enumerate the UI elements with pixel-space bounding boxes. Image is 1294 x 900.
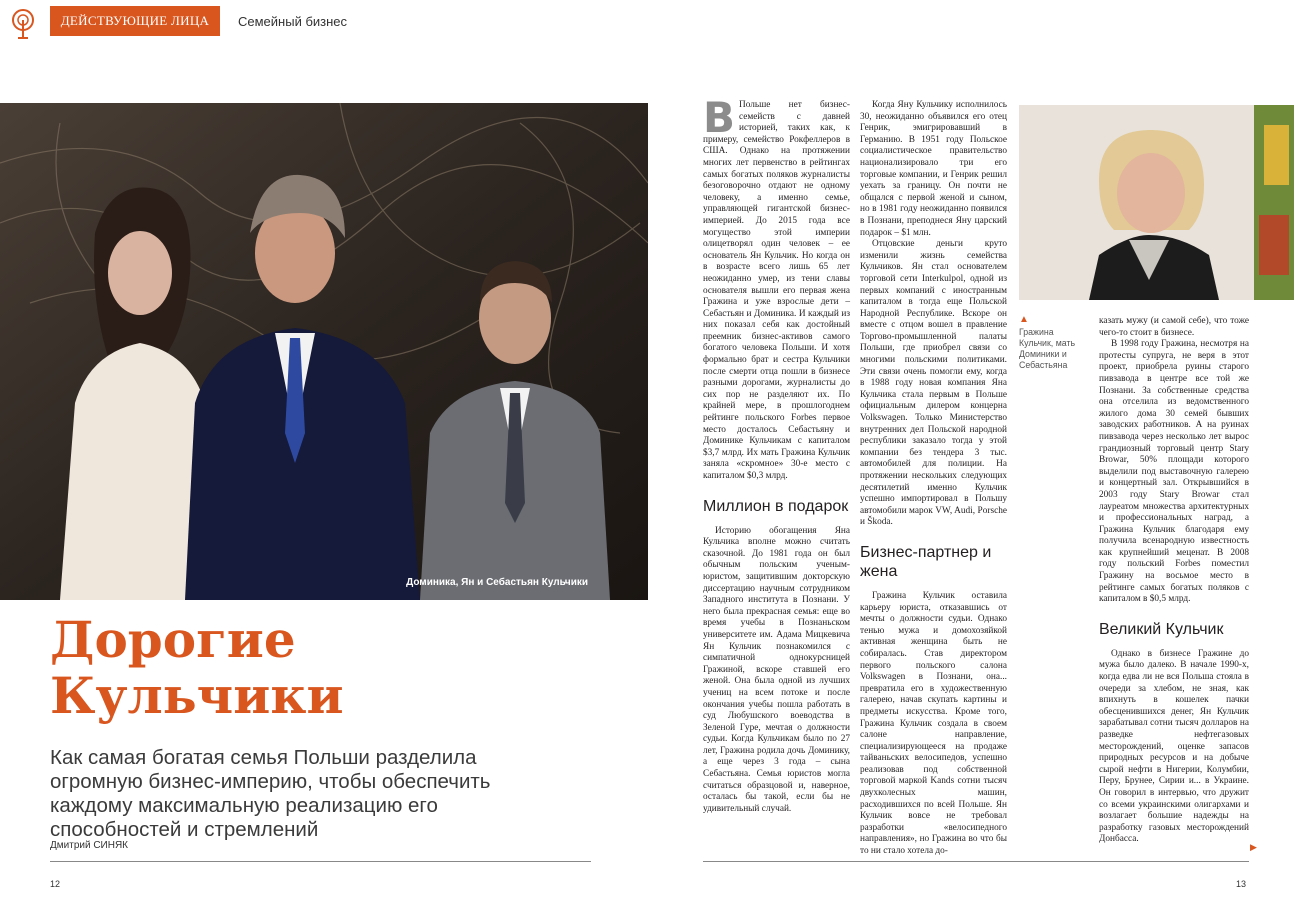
text-column-3: [1099, 316, 1249, 846]
section-tag: ДЕЙСТВУЮЩИЕ ЛИЦА: [50, 6, 220, 36]
paragraph-million: Историю обогащения Яна Кульчика вполне можно считать сказочной. До 1981 года он был обычным польским ученым-юристом, защитившим докторскую диссертацию научным сотрудником Западного института в Познани. У него была прекрасная семья: еще во время учебы в Познаньском университете им. Адама Мицкевича Ян Кульчик познакомился с симпатичной однокурсницей Гражиной, вскоре ставшей его женой. Она была одной из лучших учениц на всем потоке и после окончания учебы пошла работать в суд Любушского воеводства в Зеленой Гуре, мечтая о должности судьи. Когда Кульчикам было по 27 лет, Гражина родила дочь Доминику, а еще через 3 года – сына Себастьяна. Семья юристов могла считаться образцовой и, наверное, осталась бы такой, если бы не удивительный случай.: [703, 525, 850, 814]
heading-million: Миллион в подарок: [703, 497, 849, 515]
grazyna-portrait: [1019, 105, 1294, 300]
drop-cap: В: [703, 93, 736, 142]
article-title: [50, 612, 344, 724]
intro-paragraph: Польше нет бизнес-семейств с давней историей, таких как, к примеру, семейство Рокфеллеров в США. Однако на протяжении многих лет первенство в рейтингах самых богатых поляков журналисты безоговорочно отдают не одному человеку, а именно семье, управляющей гигантской бизнес-империей. До 2015 года все могущество этой империи олицетворял один человек – ее основатель Ян Кульчик. Но когда он в возрасте всего лишь 65 лет неожиданно умер, из тени славы основателя вышли его первая жена Гражина и уже взрослые дети – Себастьян и Доминика. И каждый из них показал себя как достойный преемник бизнес-активов самого богатого человека Польши. И хотя формально брат и сестра Кульчики после смерти отца пошли в бизнесе разными дорогами, журналисты до сих пор не разделяют их. По крайней мере, в прошлогоднем рейтинге польского Forbes первое место досталось Себастьяну и Доминике Кульчикам с капиталом $3,7 млрд. Их мать Гражина Кульчик заняла «скромное» 30-е место с капиталом $0,3 млрд.: [703, 100, 850, 481]
page-number-right: 13: [1236, 879, 1247, 889]
paragraph-father: Когда Яну Кульчику исполнилось 30, неожиданно объявился его отец Генрик, эмигрировавший в Германию. В 1951 году Польское социалистическое правительство национализировало три его торговые компании, и Генрик решил уехать за границу. Он почти не общался с первой женой и сыном, но в 1981 году неожиданно появился в Познани, преподнеся Яну царский подарок – $1 млн.: [860, 100, 1007, 238]
end-of-page-arrow-icon: ▶: [1250, 842, 1257, 852]
section-subtitle: Семейный бизнес: [238, 13, 348, 29]
family-photo: [0, 103, 648, 600]
title-line-1: Дорогие: [50, 610, 296, 669]
title-line-2: Кульчики: [50, 666, 344, 725]
heading-great: Великий Кульчик: [1099, 620, 1224, 638]
paragraph-partner: Гражина Кульчик оставила карьеру юриста, отказавшись от мечты о должности судьи. Однако тенью мужа и домохозяйкой активная женщина быть не собиралась. Став директором первого польского салона Volkswagen в Познани, она... превратила его в художественную галерею, начав скупать картины и предметы искусства. Кроме того, Гражина Кульчик создала в своем салоне направление, специализирующееся на продаже тайваньских велосипедов, успешно реализовав под собственной торговой маркой Kands сотни тысяч двухколесных машин, расходившихся по всей Польше. Ян Кульчик вовсе не требовал разработки «велосипедного направления», но Гражина во что бы то ни стало хотела до-: [860, 590, 1007, 857]
author-byline: Дмитрий СИНЯК: [50, 840, 129, 851]
paragraph-great: Однако в бизнесе Гражине до мужа было далеко. В начале 1990-х, когда едва ли не вся Польша стояла в очереди за хлебом, не зная, как впихнуть в кошелек пачки обесценившихся денег, Ян Кульчик зарабатывал сотни тысяч долларов на разведке нефтегазовых месторождений, оценке запасов природных ресурсов и на добыче сырой нефти в Нигерии, Колумбии, Перу, Брунее, Сирии и... в Украине. Он говорил в интервью, что дружит со всеми украинскими олигархами и возлагает большие надежды на разработку газовых месторождений Донбасса.: [1099, 648, 1249, 845]
portrait-caption-text: Гражина Кульчик, мать Доминики и Себастьяна: [1019, 327, 1076, 370]
footer-rule-left: [50, 861, 591, 862]
paragraph-stary-browar: В 1998 году Гражина, несмотря на протесты супруга, не веря в этот проект, приобрела руины старого пивзавода в центре все той же Познани. За собственные средства она отселила из ведомственного жилого дома 30 семей бывших заводских работников. А на руинах пивзавода через несколько лет вырос грандиозный торговый центр Stary Browar, 50% площади которого выделили под выставочную галерею и концертный зал. Открывшийся в 2003 году Stary Browar стал лауреатом множества архитектурных и профессиональных наград, а Гражина Кульчик благодаря ему получила всенародную известность как крупнейший меценат. В 2008 году польский Forbes поместил Гражину на восьмое место в рейтинге самых богатых поляков с капиталом в $0,5 млрд.: [1099, 339, 1249, 605]
heading-partner: Бизнес-партнер и жена: [860, 543, 992, 580]
paragraph-business: Отцовские деньги круто изменили жизнь семейства Кульчиков. Ян стал основателем торговой сети Interkulpol, одной из первых компаний с иностранным капиталом в тогда еще Польской Народной Республике. Вскоре он вместе с отцом вошел в правление Торгово-промышленной палаты Польши, где приобрел связи со многими польскими политиками. Эти связи очень помогли ему, когда в 1988 году новая компания Яна Кульчика стала первым в Польше официальным дилером концерна Volkswagen. Только Министерство внутренних дел Польской народной республики заказало тогда у этой компании без тендера 3 тыс. автомобилей для полиции. На протяжении нескольких следующих десятилетий именно Кульчик успешно импортировал в Польшу автомобили марок VW, Audi, Porsche и Škoda.: [860, 239, 1007, 528]
caption-arrow-icon: ▲: [1019, 314, 1029, 325]
portrait-caption: [1019, 314, 1089, 371]
article-subtitle: Как самая богатая семья Польши разделила огромную бизнес-империю, чтобы обеспечить каждому максимальную реализацию его способностей и стремлений: [50, 746, 491, 841]
footer-rule-right: [703, 861, 1249, 862]
text-column-2: [860, 100, 1007, 858]
text-column-1: [703, 93, 850, 815]
page-number-left: 12: [50, 879, 61, 889]
photo-caption: Доминика, Ян и Себастьян Кульчики: [406, 577, 588, 588]
paragraph-continued: казать мужу (и самой себе), что тоже чего-то стоит в бизнесе.: [1099, 316, 1249, 338]
tree-icon: [6, 6, 40, 40]
